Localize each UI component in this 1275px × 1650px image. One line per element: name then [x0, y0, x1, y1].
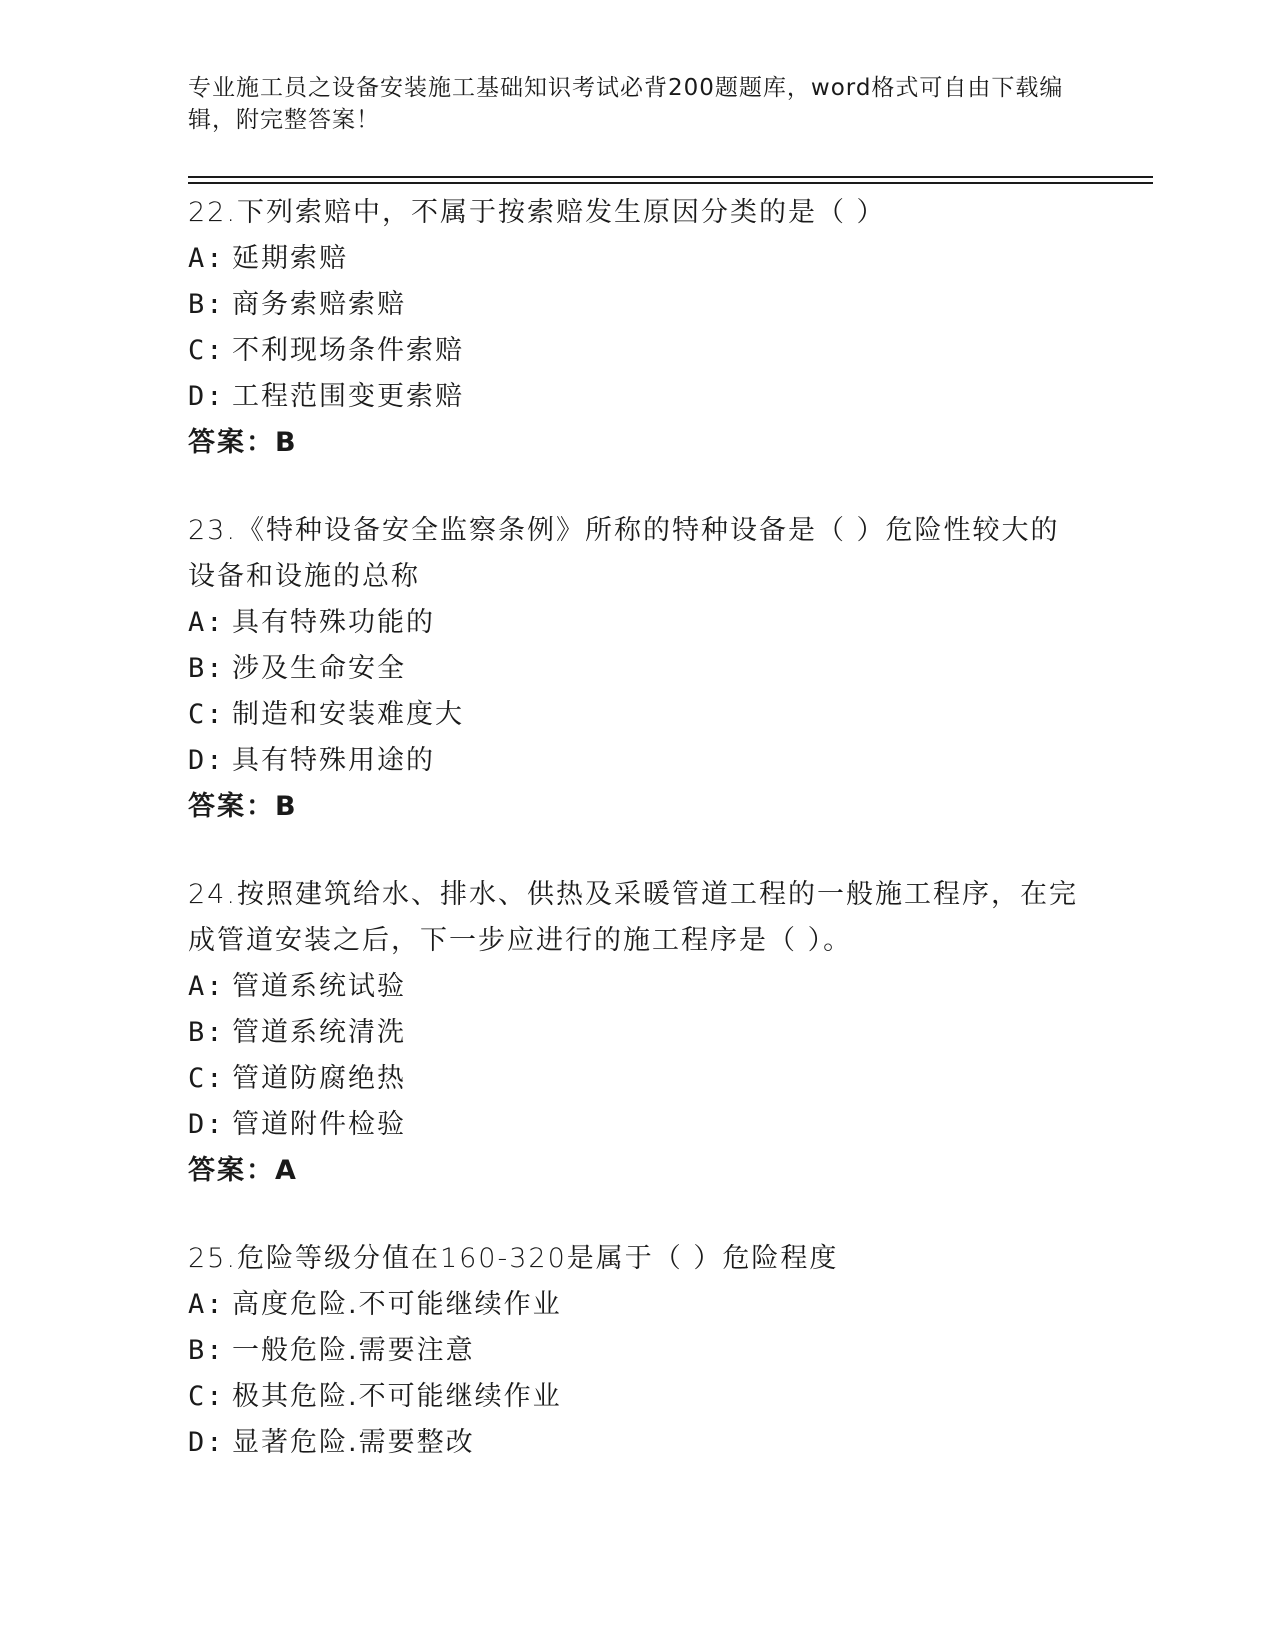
option-text: 涉及生命安全 [232, 653, 406, 684]
option-c [188, 692, 1088, 738]
option-a [188, 600, 1088, 646]
question-25 [188, 1236, 1088, 1466]
answer-line: 答案：B [188, 791, 298, 822]
option-a [188, 1282, 1088, 1328]
option-b [188, 282, 1088, 328]
option-key: A: [188, 243, 225, 274]
option-key: B: [188, 1335, 225, 1366]
option-text: 具有特殊功能的 [232, 607, 435, 638]
answer-line: 答案：A [188, 1155, 298, 1186]
option-key: D: [188, 1427, 225, 1458]
option-text: 商务索赔索赔 [232, 289, 406, 320]
option-text: 一般危险.需要注意 [232, 1335, 475, 1366]
question-stem: 24.按照建筑给水、排水、供热及采暖管道工程的一般施工程序，在完成管道安装之后，下一步应进行的施工程序是（ ）。 [188, 879, 1078, 956]
question-stem: 23.《特种设备安全监察条例》所称的特种设备是（ ）危险性较大的设备和设施的总称 [188, 515, 1060, 592]
option-key: D: [188, 1109, 225, 1140]
option-d [188, 738, 1088, 784]
option-c [188, 1056, 1088, 1102]
question-24 [188, 872, 1088, 1194]
option-text: 管道防腐绝热 [232, 1063, 406, 1094]
option-key: C: [188, 335, 225, 366]
option-d [188, 1420, 1088, 1466]
option-c [188, 1374, 1088, 1420]
question-list [188, 190, 1088, 1508]
option-a [188, 236, 1088, 282]
option-text: 极其危险.不可能继续作业 [232, 1381, 562, 1412]
option-text: 不利现场条件索赔 [232, 335, 464, 366]
option-text: 管道附件检验 [232, 1109, 406, 1140]
option-key: D: [188, 381, 225, 412]
option-key: A: [188, 1289, 225, 1320]
answer-line: 答案：B [188, 427, 298, 458]
option-text: 工程范围变更索赔 [232, 381, 464, 412]
option-b [188, 646, 1088, 692]
option-b [188, 1010, 1088, 1056]
header-divider-top [188, 176, 1153, 178]
option-key: C: [188, 699, 225, 730]
question-22 [188, 190, 1088, 466]
option-key: B: [188, 289, 225, 320]
option-key: A: [188, 971, 225, 1002]
option-a [188, 964, 1088, 1010]
option-text: 管道系统清洗 [232, 1017, 406, 1048]
option-text: 制造和安装难度大 [232, 699, 464, 730]
question-stem: 25.危险等级分值在160-320是属于（ ）危险程度 [188, 1243, 839, 1274]
option-text: 高度危险.不可能继续作业 [232, 1289, 562, 1320]
option-key: D: [188, 745, 225, 776]
document-header: 专业施工员之设备安装施工基础知识考试必背200题题库，word格式可自由下载编辑，附完整答案！ [188, 75, 1064, 133]
option-text: 具有特殊用途的 [232, 745, 435, 776]
question-23 [188, 508, 1088, 830]
option-key: B: [188, 653, 225, 684]
option-d [188, 1102, 1088, 1148]
option-key: C: [188, 1381, 225, 1412]
option-b [188, 1328, 1088, 1374]
option-key: B: [188, 1017, 225, 1048]
question-stem: 22.下列索赔中，不属于按索赔发生原因分类的是（ ） [188, 197, 886, 228]
option-key: A: [188, 607, 225, 638]
header-divider-bottom [188, 182, 1153, 184]
option-text: 管道系统试验 [232, 971, 406, 1002]
option-c [188, 328, 1088, 374]
option-text: 延期索赔 [232, 243, 348, 274]
option-d [188, 374, 1088, 420]
option-text: 显著危险.需要整改 [232, 1427, 475, 1458]
option-key: C: [188, 1063, 225, 1094]
